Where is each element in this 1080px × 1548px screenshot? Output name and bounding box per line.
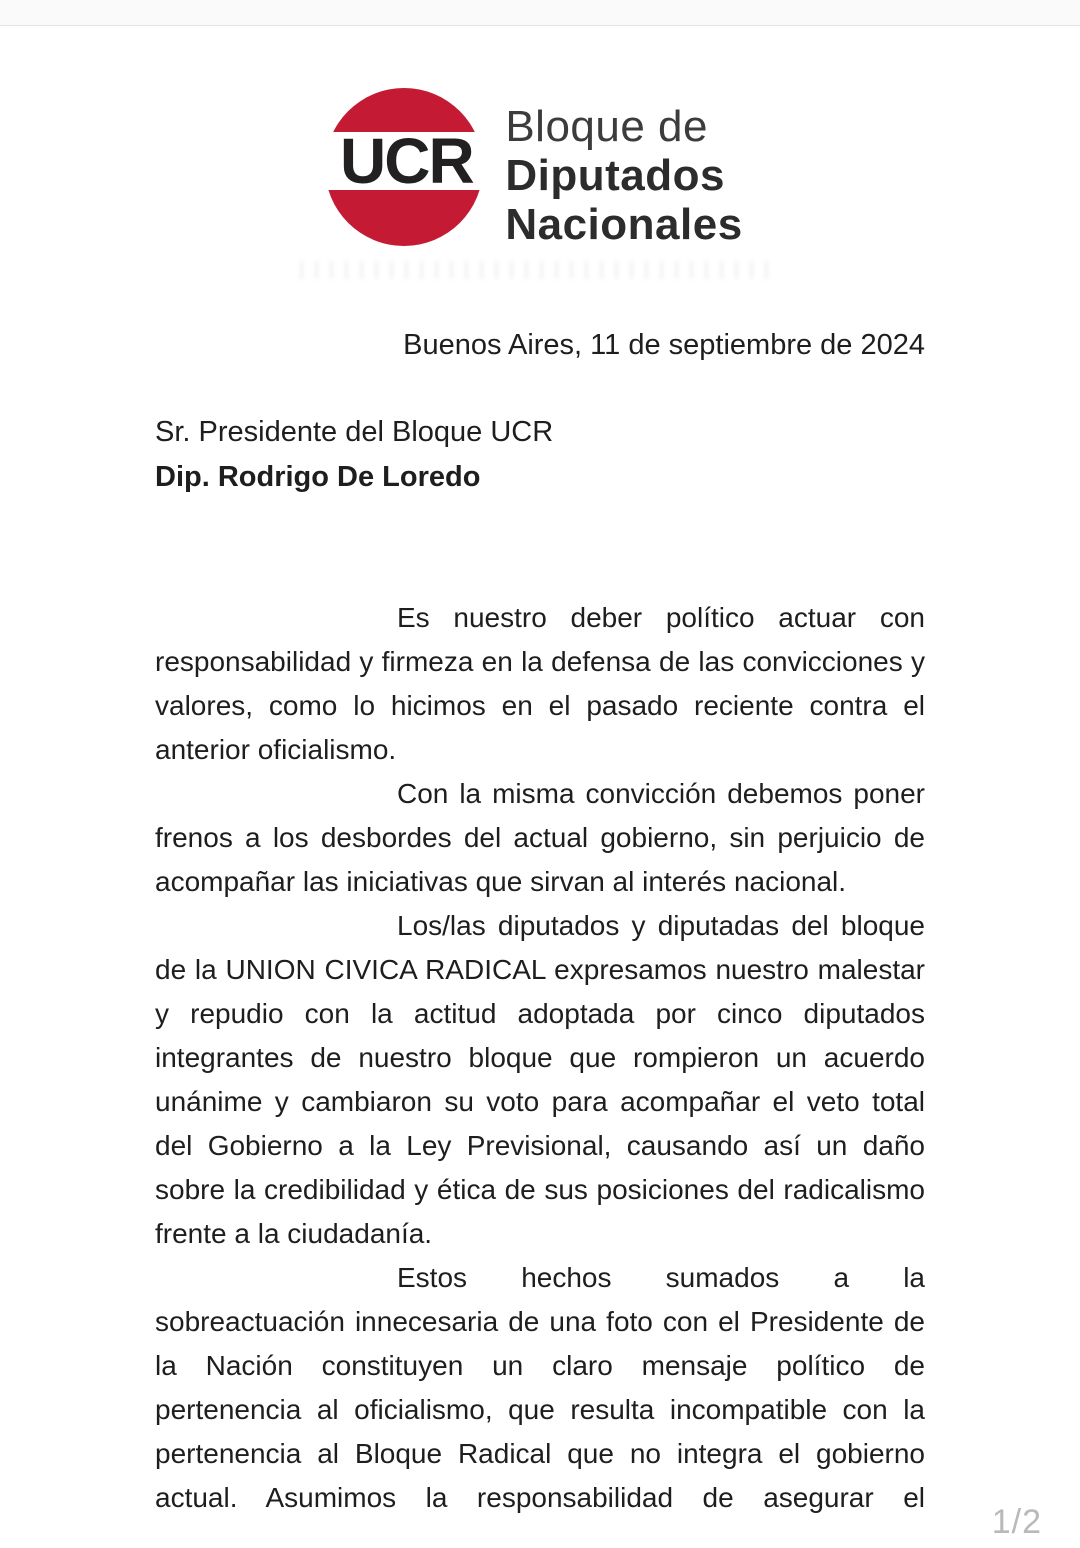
faded-text-artifact — [300, 261, 780, 279]
recipient-title: Sr. Presidente del Bloque UCR — [155, 416, 554, 448]
letter-paragraph: Los/las diputados y diputadas del bloque de la UNION CIVICA RADICAL expresamos nuestro malestar y repudio con la actitud adoptada por cinco diputados integrantes de nuestro bloque que rompieron un acuerdo unánime y cambiaron su voto para acompañar el veto total del Gobierno a la Ley Previsional, causando así un daño sobre la credibilidad y ética de sus posiciones del radicalismo frente a la ciudadanía. — [155, 910, 925, 1249]
org-wordmark-line-1: Bloque de — [505, 102, 708, 151]
ucr-logo-acronym: UCR — [340, 125, 473, 197]
ucr-logo — [325, 88, 483, 246]
org-wordmark-line-3: Nacionales — [505, 200, 743, 249]
letter-paragraph: Con la misma convicción debemos poner frenos a los desbordes del actual gobierno, sin perjuicio de acompañar las iniciativas que sirvan al interés nacional. — [155, 778, 925, 897]
recipient-name: Dip. Rodrigo De Loredo — [155, 461, 481, 493]
letter-body — [155, 596, 925, 1520]
page-indicator: 1/2 — [991, 1503, 1042, 1541]
letter-page — [0, 88, 1080, 1520]
recipient-block — [155, 410, 925, 500]
org-wordmark-line-2: Diputados — [505, 151, 725, 200]
org-wordmark — [505, 88, 742, 249]
date-line: Buenos Aires, 11 de septiembre de 2024 — [403, 329, 925, 361]
letter-paragraph: Es nuestro deber político actuar con responsabilidad y firmeza en la defensa de las convicciones y valores, como lo hicimos en el pasado reciente contra el anterior oficialismo. — [155, 602, 925, 765]
viewer-top-bar — [0, 0, 1080, 26]
letter-paragraph: Estos hechos sumados a la sobreactuación innecesaria de una foto con el Presidente de la Nación constituyen un claro mensaje político de pertenencia al oficialismo, que resulta incompatible con la pertenencia al Bloque Radical que no integra el gobierno actual. Asumimos la responsabilidad de asegurar el — [155, 1262, 925, 1513]
letterhead — [143, 88, 925, 249]
